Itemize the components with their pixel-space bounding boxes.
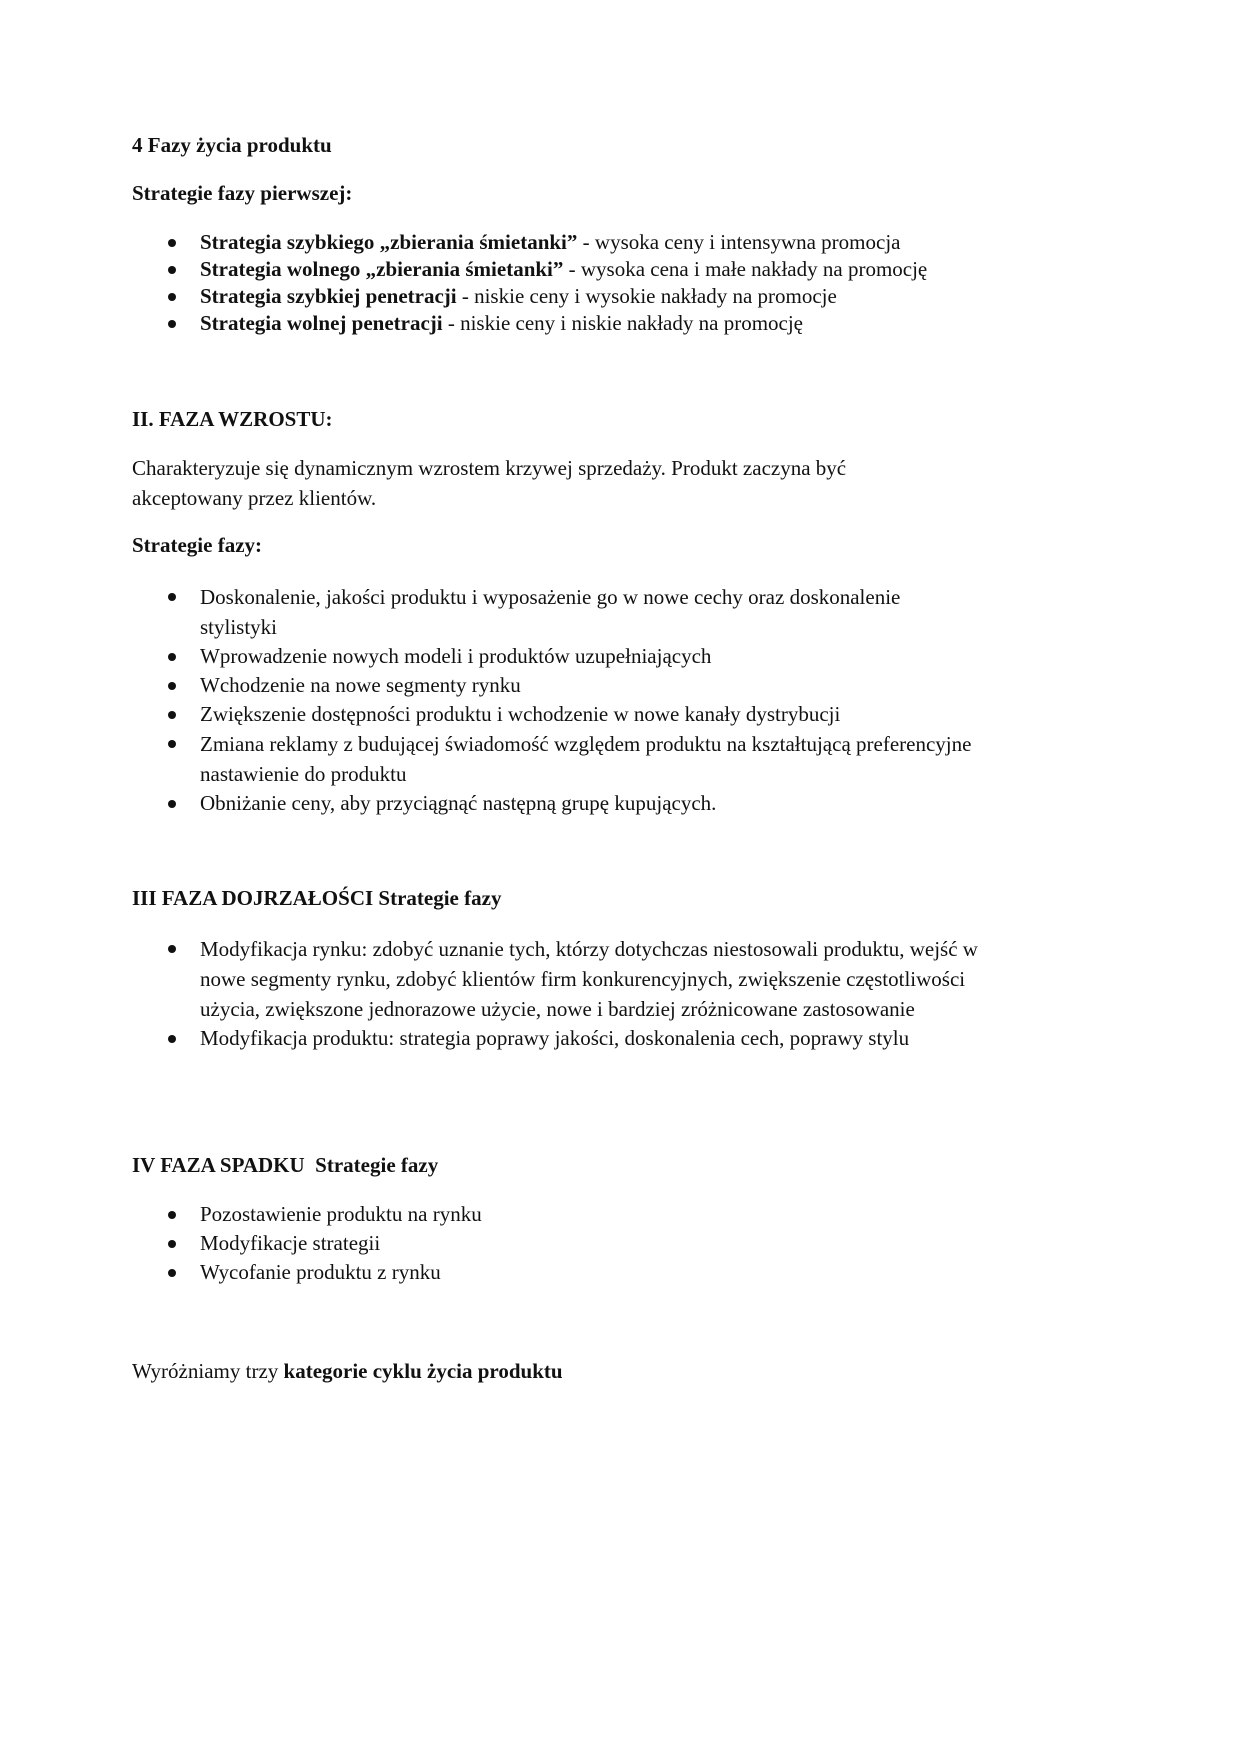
list-item: Modyfikacja rynku: zdobyć uznanie tych, którzy dotychczas niestosowali produktu, wejść w nowe segmenty rynku, zdobyć klientów firm konkurencyjnych, zwiększenie częstotliwości użycia, zwiększone jednorazowe użycie, nowe i bardziej zróżnicowane zastosowanie xyxy=(132,934,982,1024)
list-item: Zmiana reklamy z budującej świadomość względem produktu na kształtującą preferencyjne nastawienie do produktu xyxy=(132,729,982,789)
item-text: - wysoka cena i małe nakłady na promocję xyxy=(563,257,928,281)
list-item: Zwiększenie dostępności produktu i wchodzenie w nowe kanały dystrybucji xyxy=(132,700,982,729)
list-item: Wchodzenie na nowe segmenty rynku xyxy=(132,671,982,700)
list-item: Pozostawienie produktu na rynku xyxy=(132,1200,992,1229)
item-bold: Strategia wolnej penetracji xyxy=(200,311,443,335)
phase3-list xyxy=(132,934,982,1053)
item-text: - niskie ceny i wysokie nakłady na promocje xyxy=(456,284,837,308)
phase2-strategies-heading: Strategie fazy: xyxy=(132,533,263,557)
list-item: Modyfikacja produktu: strategia poprawy jakości, doskonalenia cech, poprawy stylu xyxy=(132,1024,982,1053)
list-item xyxy=(132,229,992,256)
phase2-paragraph: Charakteryzuje się dynamicznym wzrostem krzywej sprzedaży. Produkt zaczyna być akceptowany przez klientów. xyxy=(132,456,847,510)
list-item: Wprowadzenie nowych modeli i produktów uzupełniających xyxy=(132,642,982,671)
list-item: Wycofanie produktu z rynku xyxy=(132,1258,992,1287)
item-bold: Strategia szybkiej penetracji xyxy=(200,284,457,308)
list-item: Modyfikacje strategii xyxy=(132,1229,992,1258)
list-item: Obniżanie ceny, aby przyciągnąć następną grupę kupujących. xyxy=(132,789,982,818)
list-item: Doskonalenie, jakości produktu i wyposażenie go w nowe cechy oraz doskonalenie stylistyki xyxy=(132,582,982,642)
item-bold: Strategia szybkiego „zbierania śmietanki” xyxy=(200,230,578,254)
phase4-heading: IV FAZA SPADKU Strategie fazy xyxy=(132,1153,439,1177)
phase2-heading: II. FAZA WZROSTU: xyxy=(132,407,333,431)
phase3-heading: III FAZA DOJRZAŁOŚCI Strategie fazy xyxy=(132,886,502,910)
list-item xyxy=(132,283,992,310)
closing-sentence xyxy=(132,1357,992,1386)
item-text: - wysoka ceny i intensywna promocja xyxy=(577,230,901,254)
item-bold: Strategia wolnego „zbierania śmietanki” xyxy=(200,257,564,281)
document-title: 4 Fazy życia produktu xyxy=(132,133,332,157)
phase1-heading: Strategie fazy pierwszej: xyxy=(132,181,353,205)
phase4-list xyxy=(132,1200,992,1287)
list-item xyxy=(132,256,992,283)
closing-bold: kategorie cyklu życia produktu xyxy=(283,1359,563,1383)
phase1-list xyxy=(132,229,992,337)
item-text: - niskie ceny i niskie nakłady na promocję xyxy=(442,311,804,335)
list-item xyxy=(132,310,992,337)
closing-text: Wyróżniamy trzy xyxy=(132,1359,284,1383)
phase2-list xyxy=(132,582,982,818)
